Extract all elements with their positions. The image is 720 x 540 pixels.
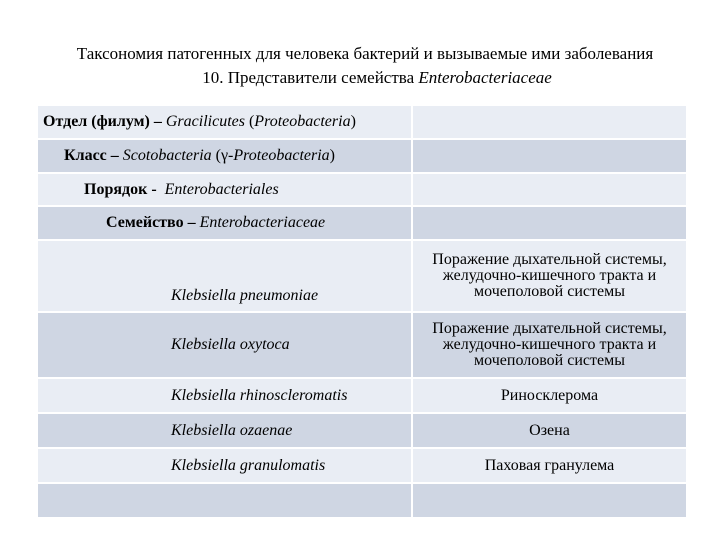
disease-cell: Поражение дыхательной системы, желудочно-кишечного тракта и мочеполовой системы — [412, 240, 687, 312]
disease-cell: Поражение дыхательной системы, желудочно-кишечного тракта и мочеполовой системы — [412, 312, 687, 378]
order-cell — [37, 173, 412, 206]
species-name: Klebsiella granulomatis — [171, 456, 326, 474]
family-empty-cell — [412, 206, 687, 240]
table-row — [37, 378, 687, 413]
table-row — [37, 240, 687, 312]
empty-cell — [37, 483, 412, 518]
species-name: Klebsiella ozaenae — [171, 421, 293, 439]
phylum-paren-open: ( — [244, 113, 255, 130]
class-name: Scotobacteria — [122, 147, 212, 164]
class-paren-open: (γ- — [211, 147, 234, 164]
species-cell — [37, 413, 412, 448]
document-title — [0, 42, 720, 90]
species-cell — [37, 448, 412, 483]
order-empty-cell — [412, 173, 687, 206]
species-name: Klebsiella oxytoca — [171, 336, 290, 353]
order-label: Порядок - — [84, 180, 157, 198]
family-name: Enterobacteriaceae — [199, 214, 326, 231]
title-family-name: Enterobacteriaceae — [418, 68, 552, 87]
table-row-class — [37, 139, 687, 173]
table-row-order — [37, 173, 687, 206]
disease-cell: Озена — [412, 413, 687, 448]
class-alt-name: Proteobacteria — [233, 147, 330, 164]
table-row-empty — [37, 483, 687, 518]
family-label: Семейство – — [106, 214, 196, 231]
species-cell — [37, 378, 412, 413]
family-cell — [37, 206, 412, 240]
phylum-cell — [37, 105, 412, 139]
table-row-phylum — [37, 105, 687, 139]
table-row — [37, 413, 687, 448]
phylum-paren-close: ) — [350, 113, 356, 130]
table-row — [37, 448, 687, 483]
order-name: Enterobacteriales — [164, 180, 279, 198]
class-empty-cell — [412, 139, 687, 173]
taxonomy-table — [36, 104, 688, 519]
table-row — [37, 312, 687, 378]
title-line-2-prefix: 10. Представители семейства — [202, 68, 419, 87]
class-label: Класс – — [64, 147, 119, 164]
species-name: Klebsiella rhinoscleromatis — [171, 386, 348, 404]
species-cell — [37, 312, 412, 378]
empty-cell — [412, 483, 687, 518]
disease-cell: Паховая гранулема — [412, 448, 687, 483]
title-line-2 — [0, 66, 720, 90]
phylum-empty-cell — [412, 105, 687, 139]
phylum-alt-name: Proteobacteria — [254, 113, 351, 130]
class-paren-close: ) — [329, 147, 335, 164]
disease-cell: Риносклерома — [412, 378, 687, 413]
species-name: Klebsiella pneumoniae — [171, 287, 319, 304]
phylum-name: Gracilicutes — [165, 113, 245, 130]
table-row-family — [37, 206, 687, 240]
class-cell — [37, 139, 412, 173]
title-line-1: Таксономия патогенных для человека бактерий и вызываемые ими заболевания — [76, 44, 654, 63]
species-cell — [37, 240, 412, 312]
phylum-label: Отдел (филум) – — [43, 113, 162, 130]
